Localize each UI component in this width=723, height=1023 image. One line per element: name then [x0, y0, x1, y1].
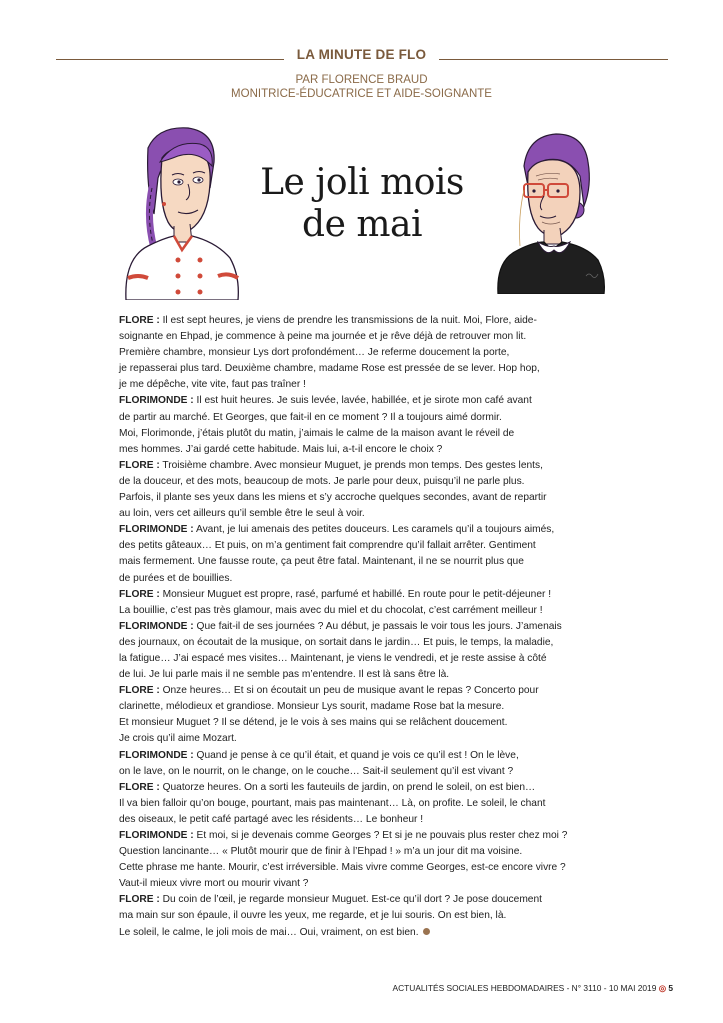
article-line: [119, 667, 619, 683]
line-text: je repasserai plus tard. Deuxième chambre, madame Rose est pressée de se lever. Hop hop,: [119, 363, 540, 375]
header-rule-left: [56, 59, 284, 60]
nurse-illustration: [118, 118, 244, 300]
article-line: [119, 393, 619, 409]
line-text: Il va bien falloir qu’on bouge, pourtant, mais pas maintenant… Là, on profite. Le soleil, le chant: [119, 797, 546, 809]
line-text: Question lancinante… « Plutôt mourir que de finir à l’Ehpad ! » m’a un jour dit ma voisine.: [119, 846, 523, 858]
article-line: [119, 603, 619, 619]
line-text: de purées et de bouillies.: [119, 572, 233, 584]
line-text: clarinette, mélodieux et grandiose. Monsieur Lys sourit, madame Rose bat la mesure.: [119, 701, 505, 713]
line-text: La bouillie, c’est pas très glamour, mais avec du miel et du chocolat, c’est carrément meilleur !: [119, 604, 543, 616]
line-text: Monsieur Muguet est propre, rasé, parfumé et habillé. En route pour le petit-déjeuner !: [159, 588, 552, 600]
header-rule-right: [439, 59, 668, 60]
speaker-label: FLORE :: [119, 315, 160, 326]
line-text: Quand je pense à ce qu’il était, et quand je vois ce qu’il est ! On le lève,: [193, 749, 519, 761]
line-text: Le soleil, le calme, le joli mois de mai… Oui, vraiment, on est bien.: [119, 926, 419, 938]
article-line: [119, 844, 619, 860]
article-line: [119, 748, 619, 764]
article-line: [119, 345, 619, 361]
line-text: Onze heures… Et si on écoutait un peu de musique avant le repas ? Concerto pour: [159, 685, 539, 697]
column-title: LA MINUTE DE FLO: [296, 47, 427, 62]
article-line: [119, 876, 619, 892]
article-line: [119, 442, 619, 458]
speaker-label: FLORE :: [119, 588, 160, 600]
article-line: [119, 410, 619, 426]
article-line: [119, 699, 619, 715]
article-line: [119, 329, 619, 345]
line-text: de la douceur, et des mots, beaucoup de mots. Je parle pour deux, puisqu’il ne parle plus.: [119, 475, 525, 487]
article-line: [119, 892, 619, 908]
article-line: [119, 522, 619, 538]
article-line: [119, 715, 619, 731]
article-line: [119, 860, 619, 876]
line-text: Première chambre, monsieur Lys dort profondément… Je referme doucement la porte,: [119, 347, 510, 359]
article-line: [119, 587, 619, 603]
line-text: Vaut-il mieux vivre mort ou mourir vivant ?: [119, 878, 309, 890]
speaker-label: FLORIMONDE :: [119, 620, 194, 632]
article-line: [119, 796, 619, 812]
article-line: [119, 619, 619, 635]
line-text: Que fait-il de ses journées ? Au début, je passais le voir tous les jours. J’amenais: [193, 620, 562, 632]
speaker-label: FLORE :: [119, 459, 160, 471]
speaker-label: FLORE :: [119, 685, 160, 697]
article-line: [119, 426, 619, 442]
speaker-label: FLORE :: [119, 894, 160, 906]
line-text: des journaux, on écoutait de la musique, on sortait dans le jardin… Et puis, le temps, la maladie,: [119, 636, 554, 648]
footer: [393, 983, 673, 993]
speaker-label: FLORIMONDE :: [119, 395, 194, 407]
speaker-label: FLORIMONDE :: [119, 749, 194, 761]
article-line: [119, 474, 619, 490]
line-text: Et monsieur Muguet ? Il se détend, je le vois à ses mains qui se relâchent doucement.: [119, 717, 508, 729]
line-text: soignante en Ehpad, je commence à peine ma journée et je rêve déjà de retrouver mon lit.: [119, 331, 527, 343]
article-line: [119, 764, 619, 780]
article-line: [119, 925, 619, 941]
article-line: [119, 571, 619, 587]
line-text: Parfois, il plante ses yeux dans les miens et s’y accroche quelques secondes, avant de repartir: [119, 492, 547, 504]
article-line: [119, 538, 619, 554]
byline-author: PAR FLORENCE BRAUD: [295, 74, 428, 86]
line-text: Cette phrase me hante. Mourir, c’est irréversible. Mais vivre comme Georges, est-ce encore vivre ?: [119, 862, 566, 874]
headline-line-2: de mai: [302, 204, 422, 245]
article-line: [119, 651, 619, 667]
footer-publication: ACTUALITÉS SOCIALES HEBDOMADAIRES - N° 3110 - 10 MAI 2019: [392, 983, 657, 993]
article-line: [119, 780, 619, 796]
line-text: Du coin de l’œil, je regarde monsieur Muguet. Est-ce qu’il dort ? Je pose doucement: [159, 894, 542, 906]
line-text: je me dépêche, vite vite, faut pas traîner !: [119, 379, 306, 391]
speaker-label: FLORIMONDE :: [119, 524, 194, 536]
line-text: Il est huit heures. Je suis levée, lavée, habillée, et je sirote mon café avant: [193, 395, 532, 407]
line-text: de partir au marché. Et Georges, que fait-il en ce moment ? Il a toujours aimé dormir.: [119, 411, 502, 423]
article-line: [119, 812, 619, 828]
article-body: [119, 313, 619, 941]
line-text: la fatigue… J’ai espacé mes visites… Maintenant, je viens le vendredi, et je reste assise à côté: [119, 652, 547, 664]
line-text: mais fermement. Une fausse route, ça peut être fatal. Maintenant, il ne se nourrit plus que: [119, 556, 524, 568]
line-text: de lui. Je lui parle mais il ne semble pas m’entendre. Il est là sans être là.: [119, 669, 450, 681]
page-number: 5: [668, 983, 673, 993]
line-text: mes hommes. J’ai gardé cette habitude. Mais lui, a-t-il encore le choix ?: [119, 443, 443, 455]
article-line: [119, 908, 619, 924]
article-line: [119, 828, 619, 844]
line-text: des oiseaux, le petit café partagé avec les résidents… Le bonheur !: [119, 813, 424, 825]
line-text: Et moi, si je devenais comme Georges ? Et si je ne pouvais plus rester chez moi ?: [193, 830, 568, 841]
line-text: on le lave, on le nourrit, on le change, on le couche… Sait-il seulement qu’il est vivant ?: [119, 765, 514, 777]
byline-role: MONITRICE-ÉDUCATRICE ET AIDE-SOIGNANTE: [231, 88, 492, 100]
headline-line-1: Le joli mois: [260, 162, 464, 203]
line-text: Il est sept heures, je viens de prendre les transmissions de la nuit. Moi, Flore, aide-: [159, 315, 537, 326]
article-line: [119, 458, 619, 474]
line-text: ma main sur son épaule, il ouvre les yeux, me regarde, et je lui souris. On est bien, là.: [119, 910, 507, 922]
line-text: Avant, je lui amenais des petites douceurs. Les caramels qu’il a toujours aimés,: [193, 524, 555, 536]
article-line: [119, 635, 619, 651]
line-text: au loin, vers cet ailleurs qu’il semble être le seul à voir.: [119, 508, 365, 520]
line-text: Je crois qu’il aime Mozart.: [119, 733, 237, 745]
line-text: Troisième chambre. Avec monsieur Muguet, je prends mon temps. Des gestes lents,: [159, 459, 543, 471]
end-mark-icon: [423, 928, 430, 935]
speaker-label: FLORIMONDE :: [119, 830, 194, 841]
headline: [236, 162, 488, 246]
byline: [150, 73, 573, 101]
article-line: [119, 313, 619, 329]
line-text: Quatorze heures. On a sorti les fauteuils de jardin, on prend le soleil, on est bien…: [159, 781, 536, 793]
article-line: [119, 731, 619, 747]
article-line: [119, 506, 619, 522]
article-line: [119, 377, 619, 393]
article-line: [119, 490, 619, 506]
elderly-woman-illustration: [494, 126, 606, 294]
line-text: des petits gâteaux… Et puis, on m’a gentiment fait comprendre qu’il fallait arrêter. Gentiment: [119, 540, 536, 552]
article-line: [119, 361, 619, 377]
line-text: Moi, Florimonde, j’étais plutôt du matin, j’aimais le calme de la maison avant le réveil de: [119, 427, 515, 439]
speaker-label: FLORE :: [119, 781, 160, 793]
publication-logo-icon: ◎: [658, 983, 666, 993]
article-line: [119, 683, 619, 699]
article-line: [119, 554, 619, 570]
